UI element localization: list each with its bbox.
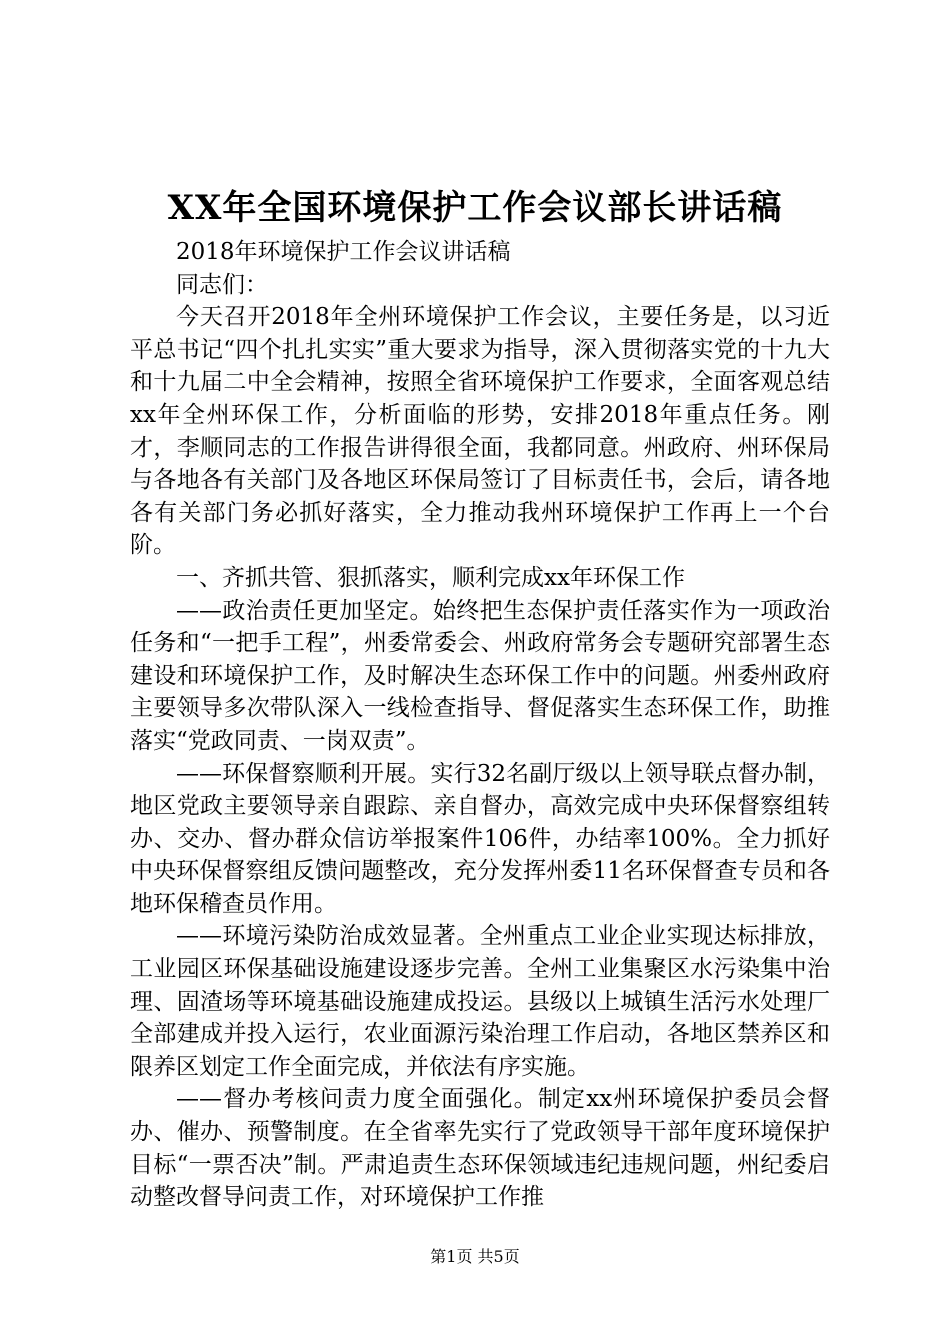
body-paragraph: ——环保督察顺利开展。实行32名副厅级以上领导联点督办制，地区党政主要领导亲自跟踪、亲自督办，高效完成中央环保督察组转办、交办、督办群众信访举报案件106件，办结率100%。全力抓好中央环保督察组反馈问题整改，充分发挥州委11名环保督查专员和各地环保稽查员作用。 <box>130 760 830 917</box>
document-title: XX年全国环境保护工作会议部长讲话稿 <box>167 188 783 228</box>
subtitle-paragraph: 2018年环境保护工作会议讲话稿 <box>176 239 511 265</box>
page-number-footer: 第1页 共5页 <box>430 1247 520 1266</box>
body-paragraph: 今天召开2018年全州环境保护工作会议，主要任务是，以习近平总书记“四个扎扎实实”重大要求为指导，深入贯彻落实党的十九大和十九届二中全会精神，按照全省环境保护工作要求，全面客观总结xx年全州环保工作，分析面临的形势，安排2018年重点任务。刚才，李顺同志的工作报告讲得很全面，我都同意。州政府、州环保局与各地各有关部门及各地区环保局签订了目标责任书，会后，请各地各有关部门务必抓好落实，全力推动我州环境保护工作再上一个台阶。 <box>130 304 830 559</box>
body-paragraph: ——政治责任更加坚定。始终把生态保护责任落实作为一项政治任务和“一把手工程”，州委常委会、州政府常务会专题研究部署生态建设和环境保护工作，及时解决生态环保工作中的问题。州委州政府主要领导多次带队深入一线检查指导、督促落实生态环保工作，助推落实“党政同责、一岗双责”。 <box>130 597 830 754</box>
body-paragraph: ——环境污染防治成效显著。全州重点工业企业实现达标排放，工业园区环保基础设施建设逐步完善。全州工业集聚区水污染集中治理、固渣场等环境基础设施建成投运。县级以上城镇生活污水处理厂全部建成并投入运行，农业面源污染治理工作启动，各地区禁养区和限养区划定工作全面完成，并依法有序实施。 <box>130 923 830 1080</box>
body-paragraph: ——督办考核问责力度全面强化。制定xx州环境保护委员会督办、催办、预警制度。在全省率先实行了党政领导干部年度环境保护目标“一票否决”制。严肃追责生态环保领域违纪违规问题，州纪委启动整改督导问责工作，对环境保护工作推 <box>130 1086 830 1211</box>
section-heading: 一、齐抓共管、狠抓落实，顺利完成xx年环保工作 <box>176 564 685 591</box>
salutation-paragraph: 同志们： <box>176 271 268 298</box>
document-body <box>130 236 830 1214</box>
